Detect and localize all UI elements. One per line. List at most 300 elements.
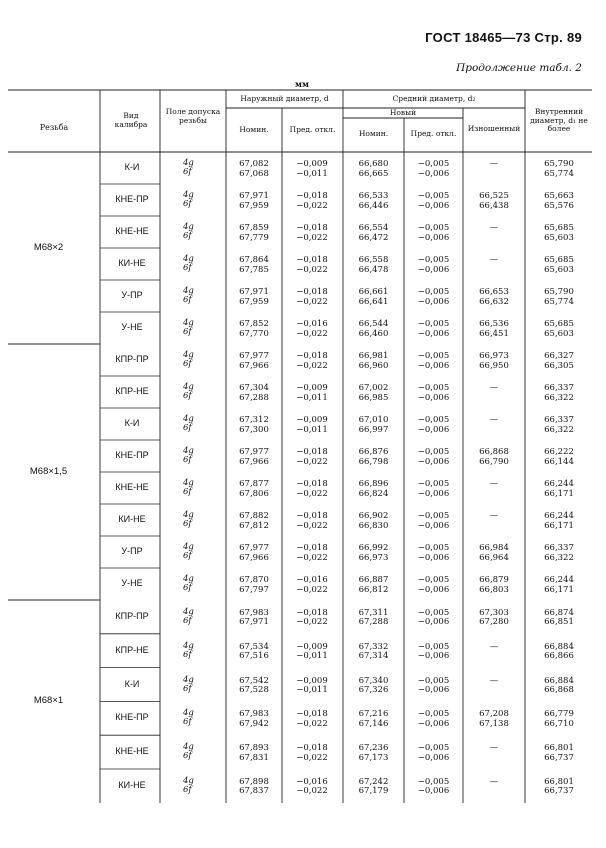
col-outer-header: Наружный диаметр, d	[240, 94, 329, 103]
tolerance-lower: 6f	[183, 583, 192, 593]
cell-dd-0: −0,018	[296, 223, 328, 233]
gauge-label: КПР-ПР	[115, 354, 149, 364]
gauge-label: КИ-НЕ	[118, 514, 146, 524]
cell-d-1: 67,528	[239, 685, 269, 695]
cell-d2d-1: −0,006	[417, 617, 450, 628]
tolerance-lower: 6f	[183, 167, 192, 177]
tolerance-upper: 4g	[183, 222, 194, 232]
cell-d2-0: 67,010	[358, 415, 389, 425]
cell-d2-1: 67,288	[358, 617, 389, 628]
tolerance-lower: 6f	[183, 551, 192, 561]
cell-d-0: 67,893	[239, 743, 269, 754]
cell-d1-0: 66,337	[544, 543, 574, 553]
cell-dd-1: −0,022	[296, 752, 328, 763]
cell-d-1: 67,966	[239, 456, 269, 467]
cell-d2-1: 66,472	[358, 232, 389, 243]
cell-worn-0: 66,973	[479, 351, 509, 361]
tolerance-upper: 4g	[183, 674, 194, 685]
cell-d-1: 67,959	[239, 200, 269, 211]
cell-d2d-0: −0,005	[417, 511, 450, 521]
tolerance-lower: 6f	[183, 231, 192, 241]
tolerance-upper: 4g	[183, 382, 194, 392]
tolerance-lower: 6f	[183, 263, 192, 273]
col-worn-header: Изношенный	[467, 124, 521, 133]
cell-d1-0: 66,244	[544, 479, 574, 489]
cell-d1-1: 66,866	[544, 651, 574, 662]
cell-d2d-1: −0,006	[417, 718, 450, 729]
tolerance-lower: 6f	[183, 649, 192, 660]
cell-dd-1: −0,022	[296, 200, 328, 211]
cell-d2-0: 66,902	[358, 511, 389, 521]
cell-dd-0: −0,018	[296, 709, 328, 720]
gauge-label: КПР-НЕ	[115, 644, 149, 655]
tolerance-upper: 4g	[183, 542, 194, 552]
cell-dd-1: −0,022	[296, 264, 328, 275]
cell-d-1: 67,812	[239, 520, 269, 531]
cell-d1-1: 66,737	[544, 786, 574, 797]
cell-worn-0: —	[489, 159, 499, 169]
cell-d2d-0: −0,005	[417, 159, 450, 169]
cell-d2-1: 67,314	[358, 651, 389, 662]
tolerance-lower: 6f	[183, 615, 192, 626]
cell-d2-0: 66,896	[358, 479, 389, 489]
cell-d1-0: 66,327	[544, 351, 574, 361]
cell-worn-0: 67,208	[479, 709, 509, 720]
cell-d2-0: 66,981	[358, 351, 389, 361]
cell-worn-1: 66,964	[479, 552, 509, 563]
cell-d2d-1: −0,006	[417, 651, 450, 662]
cell-d-0: 67,971	[239, 287, 269, 297]
cell-dd-0: −0,018	[296, 447, 328, 457]
thread-label: M68×1,5	[29, 466, 68, 477]
cell-d2d-1: −0,006	[417, 456, 450, 467]
cell-worn-1: 67,138	[479, 718, 509, 729]
cell-d2d-1: −0,006	[417, 328, 450, 339]
cell-d2d-1: −0,006	[417, 584, 450, 595]
cell-d2d-0: −0,005	[417, 543, 450, 553]
cell-d2d-0: −0,005	[417, 675, 450, 686]
cell-d1-0: 66,222	[544, 447, 574, 457]
cell-d1-1: 66,322	[544, 552, 574, 563]
cell-worn-0: —	[489, 641, 499, 652]
cell-d-0: 67,983	[239, 607, 269, 618]
cell-d1-1: 65,603	[544, 232, 574, 243]
cell-worn-0: 66,653	[479, 287, 509, 297]
cell-dd-0: −0,009	[296, 675, 328, 686]
cell-d1-1: 65,774	[544, 296, 574, 307]
cell-d2-0: 66,558	[358, 255, 389, 265]
tolerance-upper: 4g	[183, 478, 194, 488]
cell-d-1: 67,966	[239, 360, 269, 371]
cell-d2d-0: −0,005	[417, 447, 450, 457]
cell-d2-1: 67,326	[358, 685, 389, 695]
cell-d2-0: 67,242	[358, 776, 389, 787]
cell-worn-0: —	[489, 479, 499, 489]
cell-d2d-1: −0,006	[417, 752, 450, 763]
cell-d1-1: 66,144	[544, 456, 574, 467]
gauge-label: У-ПР	[121, 290, 143, 300]
tolerance-lower: 6f	[183, 199, 192, 209]
cell-d2-1: 66,960	[358, 360, 389, 371]
cell-dd-0: −0,018	[296, 255, 328, 265]
cell-d2-0: 67,340	[358, 675, 389, 686]
cell-d2-0: 67,236	[358, 743, 389, 754]
cell-d-1: 67,971	[239, 617, 269, 628]
cell-d1-1: 65,774	[544, 168, 574, 179]
cell-d2d-1: −0,006	[417, 232, 450, 243]
cell-d1-0: 65,663	[544, 191, 574, 201]
col-outer-dev-header: Пред. откл.	[289, 125, 336, 134]
cell-dd-0: −0,018	[296, 351, 328, 361]
col-gauge-header: Вид калибра	[114, 111, 148, 129]
cell-d1-0: 65,685	[544, 255, 574, 265]
cell-worn-1: 66,790	[479, 456, 509, 467]
gauge-label: КНЕ-НЕ	[115, 482, 149, 492]
tolerance-upper: 4g	[183, 510, 194, 520]
cell-worn-1: 66,803	[479, 584, 509, 595]
cell-d2-1: 66,641	[358, 296, 389, 307]
tolerance-upper: 4g	[183, 190, 194, 200]
tolerance-lower: 6f	[183, 487, 192, 497]
cell-worn-0: —	[489, 255, 499, 265]
cell-worn-0: 67,303	[479, 607, 509, 618]
gauge-label: К-И	[124, 162, 140, 172]
cell-worn-1: 66,451	[479, 328, 509, 339]
cell-d2-1: 66,460	[358, 328, 389, 339]
cell-d2d-0: −0,005	[417, 223, 450, 233]
cell-dd-1: −0,011	[296, 168, 328, 179]
cell-d-0: 67,542	[239, 675, 269, 686]
page-header: ГОСТ 18465—73 Стр. 89	[425, 30, 582, 45]
cell-d2-1: 67,173	[358, 752, 389, 763]
cell-worn-1: 67,280	[479, 617, 509, 628]
tolerance-lower: 6f	[183, 423, 192, 433]
cell-worn-0: —	[489, 383, 499, 393]
cell-d2d-1: −0,006	[417, 520, 450, 531]
cell-d-0: 67,971	[239, 191, 269, 201]
cell-d2-0: 67,311	[358, 607, 389, 618]
col-outer-nom-header: Номин.	[239, 125, 269, 134]
cell-d-1: 67,831	[239, 752, 269, 763]
cell-d2-1: 67,179	[358, 786, 389, 797]
col-new-nom-header: Номин.	[358, 129, 389, 138]
cell-d-0: 67,304	[239, 383, 269, 393]
col-new-header: Новый	[389, 108, 417, 117]
cell-d-0: 67,882	[239, 511, 269, 521]
cell-dd-1: −0,022	[296, 552, 328, 563]
cell-d1-1: 66,171	[544, 584, 574, 595]
cell-d2-1: 66,824	[358, 488, 389, 499]
tolerance-lower: 6f	[183, 784, 192, 795]
cell-dd-1: −0,022	[296, 718, 328, 729]
cell-dd-1: −0,011	[296, 392, 328, 403]
cell-d-0: 67,977	[239, 543, 269, 553]
cell-d-0: 67,864	[239, 255, 269, 265]
cell-d1-1: 66,322	[544, 392, 574, 403]
cell-d-0: 67,534	[239, 641, 269, 652]
cell-d-1: 67,300	[239, 424, 269, 435]
gauge-label: КНЕ-ПР	[115, 712, 149, 723]
gauge-label: У-ПР	[121, 546, 143, 556]
cell-d-0: 67,852	[239, 319, 269, 329]
cell-d-0: 67,082	[239, 159, 269, 169]
cell-dd-1: −0,022	[296, 360, 328, 371]
cell-d2-1: 66,478	[358, 264, 389, 275]
tolerance-upper: 4g	[183, 158, 194, 168]
cell-d1-1: 65,603	[544, 264, 574, 275]
cell-dd-1: −0,022	[296, 786, 328, 797]
cell-d1-0: 66,337	[544, 383, 574, 393]
cell-worn-0: —	[489, 415, 499, 425]
cell-d2d-0: −0,005	[417, 641, 450, 652]
cell-d1-0: 66,801	[544, 776, 574, 787]
cell-worn-1: 66,632	[479, 296, 509, 307]
cell-d1-0: 65,790	[544, 287, 574, 297]
col-tolerance-header: Поле допуска резьбы	[165, 107, 221, 125]
cell-dd-1: −0,011	[296, 685, 328, 695]
cell-d2d-1: −0,006	[417, 360, 450, 371]
cell-d2d-1: −0,006	[417, 424, 450, 435]
gauge-label: КНЕ-ПР	[115, 450, 149, 460]
cell-dd-1: −0,011	[296, 651, 328, 662]
cell-d1-1: 65,603	[544, 328, 574, 339]
cell-d2-1: 67,146	[358, 718, 389, 729]
cell-d1-0: 66,779	[544, 709, 574, 720]
tolerance-upper: 4g	[183, 775, 194, 786]
gauge-label: У-НЕ	[121, 578, 143, 588]
cell-d2-1: 66,830	[358, 520, 389, 531]
cell-dd-0: −0,016	[296, 776, 328, 787]
cell-d1-0: 66,337	[544, 415, 574, 425]
cell-d1-1: 66,851	[544, 617, 574, 628]
cell-d2d-0: −0,005	[417, 191, 450, 201]
cell-d2d-1: −0,006	[417, 786, 450, 797]
cell-d-1: 67,837	[239, 786, 269, 797]
cell-d-1: 67,959	[239, 296, 269, 307]
cell-d2-0: 66,661	[358, 287, 389, 297]
tolerance-lower: 6f	[183, 717, 192, 728]
cell-dd-1: −0,022	[296, 520, 328, 531]
cell-dd-0: −0,009	[296, 641, 328, 652]
cell-d2-1: 66,812	[358, 584, 389, 595]
col-thread-header: Резьба	[39, 123, 69, 132]
tolerance-upper: 4g	[183, 640, 194, 651]
cell-dd-0: −0,018	[296, 543, 328, 553]
cell-d2d-0: −0,005	[417, 255, 450, 265]
col-inner-header: Внутренний диаметр, d₁ не более	[530, 107, 588, 133]
tolerance-upper: 4g	[183, 446, 194, 456]
cell-worn-0: 66,868	[479, 447, 509, 457]
cell-d-0: 67,870	[239, 575, 269, 585]
cell-d-1: 67,785	[239, 264, 269, 275]
cell-dd-0: −0,009	[296, 159, 328, 169]
cell-d2-1: 66,997	[358, 424, 389, 435]
tolerance-upper: 4g	[183, 254, 194, 264]
cell-worn-0: 66,984	[479, 543, 509, 553]
tolerance-lower: 6f	[183, 683, 192, 694]
cell-d2-0: 67,002	[358, 383, 389, 393]
gauge-label: У-НЕ	[121, 322, 143, 332]
cell-d2d-1: −0,006	[417, 392, 450, 403]
cell-dd-0: −0,018	[296, 479, 328, 489]
cell-d2d-1: −0,006	[417, 296, 450, 307]
cell-dd-1: −0,022	[296, 296, 328, 307]
cell-d2-1: 66,665	[358, 168, 389, 179]
cell-d2d-0: −0,005	[417, 287, 450, 297]
gauge-label: К-И	[124, 678, 140, 689]
tolerance-upper: 4g	[183, 414, 194, 424]
cell-d-1: 67,797	[239, 584, 269, 595]
cell-d1-1: 66,171	[544, 488, 574, 499]
cell-d1-1: 66,710	[544, 718, 574, 729]
cell-d1-0: 66,874	[544, 607, 574, 618]
cell-worn-1: 66,950	[479, 360, 509, 371]
cell-d1-1: 66,868	[544, 685, 574, 695]
cell-dd-0: −0,018	[296, 191, 328, 201]
tolerance-upper: 4g	[183, 350, 194, 360]
tolerance-lower: 6f	[183, 751, 192, 762]
cell-d2d-1: −0,006	[417, 200, 450, 211]
cell-d2-1: 66,973	[358, 552, 389, 563]
cell-d-1: 67,288	[239, 392, 269, 403]
cell-d2-0: 66,533	[358, 191, 389, 201]
tolerance-lower: 6f	[183, 391, 192, 401]
cell-d2d-1: −0,006	[417, 264, 450, 275]
cell-d-1: 67,068	[239, 168, 269, 179]
tolerance-lower: 6f	[183, 295, 192, 305]
units-label: мм	[295, 79, 309, 89]
cell-d2-0: 66,554	[358, 223, 389, 233]
cell-d2d-0: −0,005	[417, 319, 450, 329]
cell-d2d-0: −0,005	[417, 383, 450, 393]
cell-dd-1: −0,022	[296, 232, 328, 243]
cell-d2-0: 67,332	[358, 641, 389, 652]
cell-d2d-0: −0,005	[417, 575, 450, 585]
cell-worn-1: 66,438	[479, 200, 509, 211]
cell-dd-1: −0,022	[296, 617, 328, 628]
cell-d-0: 67,983	[239, 709, 269, 720]
cell-worn-0: 66,536	[479, 319, 509, 329]
cell-d1-1: 66,322	[544, 424, 574, 435]
gauge-label: КПР-НЕ	[115, 386, 149, 396]
gauge-label: КИ-НЕ	[118, 258, 146, 268]
cell-d2-0: 66,544	[358, 319, 389, 329]
cell-d-1: 67,779	[239, 232, 269, 243]
cell-d-0: 67,312	[239, 415, 269, 425]
cell-dd-0: −0,018	[296, 287, 328, 297]
cell-d2-1: 66,985	[358, 392, 389, 403]
cell-d1-0: 66,884	[544, 675, 574, 686]
col-new-dev-header: Пред. откл.	[410, 129, 457, 138]
cell-d2d-0: −0,005	[417, 709, 450, 720]
cell-d1-0: 66,884	[544, 641, 574, 652]
cell-d-1: 67,966	[239, 552, 269, 563]
cell-d2-0: 67,216	[358, 709, 389, 720]
cell-d1-0: 65,685	[544, 319, 574, 329]
cell-d-1: 67,806	[239, 488, 269, 499]
cell-d2d-0: −0,005	[417, 743, 450, 754]
tolerance-lower: 6f	[183, 327, 192, 337]
cell-d1-0: 65,790	[544, 159, 574, 169]
thread-label: M68×1	[33, 695, 64, 707]
tolerance-upper: 4g	[183, 574, 194, 584]
gauge-label: К-И	[124, 418, 140, 428]
cell-d-0: 67,898	[239, 776, 269, 787]
cell-d2-0: 66,992	[358, 543, 389, 553]
tolerance-lower: 6f	[183, 455, 192, 465]
tolerance-upper: 4g	[183, 286, 194, 296]
cell-d-1: 67,770	[239, 328, 269, 339]
tolerance-upper: 4g	[183, 606, 194, 617]
cell-worn-0: 66,525	[479, 191, 509, 201]
cell-d2d-1: −0,006	[417, 552, 450, 563]
cell-dd-1: −0,022	[296, 456, 328, 467]
cell-worn-0: —	[489, 743, 499, 754]
cell-d2d-1: −0,006	[417, 488, 450, 499]
cell-d1-0: 65,685	[544, 223, 574, 233]
cell-worn-0: —	[489, 776, 499, 787]
cell-d2-1: 66,798	[358, 456, 389, 467]
cell-dd-0: −0,016	[296, 575, 328, 585]
cell-d-0: 67,859	[239, 223, 269, 233]
cell-d-0: 67,877	[239, 479, 269, 489]
tolerance-lower: 6f	[183, 359, 192, 369]
cell-d2d-0: −0,005	[417, 607, 450, 618]
thread-label: M68×2	[33, 242, 64, 253]
tolerance-lower: 6f	[183, 519, 192, 529]
gauge-label: КНЕ-ПР	[115, 194, 149, 204]
cell-d-0: 67,977	[239, 351, 269, 361]
cell-d1-0: 66,244	[544, 575, 574, 585]
tolerance-upper: 4g	[183, 318, 194, 328]
cell-worn-0: —	[489, 511, 499, 521]
cell-d2d-0: −0,005	[417, 479, 450, 489]
cell-worn-0: —	[489, 223, 499, 233]
cell-worn-0: —	[489, 675, 499, 686]
cell-worn-0: 66,879	[479, 575, 509, 585]
cell-d2-0: 66,887	[358, 575, 389, 585]
cell-d-0: 67,977	[239, 447, 269, 457]
cell-dd-0: −0,018	[296, 511, 328, 521]
col-pitch-header: Средний диаметр, d₂	[392, 94, 476, 103]
cell-dd-1: −0,022	[296, 328, 328, 339]
cell-dd-1: −0,011	[296, 424, 328, 435]
cell-d2d-0: −0,005	[417, 415, 450, 425]
cell-d-1: 67,516	[239, 651, 269, 662]
cell-d2-0: 66,680	[358, 159, 389, 169]
cell-dd-0: −0,009	[296, 383, 328, 393]
cell-d2d-0: −0,005	[417, 351, 450, 361]
cell-dd-0: −0,018	[296, 607, 328, 618]
cell-d2d-1: −0,006	[417, 168, 450, 179]
cell-d2-0: 66,876	[358, 447, 389, 457]
gauge-label: КИ-НЕ	[118, 779, 146, 790]
cell-dd-1: −0,022	[296, 584, 328, 595]
continuation-note: Продолжение табл. 2	[456, 62, 582, 74]
cell-d1-0: 66,244	[544, 511, 574, 521]
cell-d1-0: 66,801	[544, 743, 574, 754]
gauge-label: КНЕ-НЕ	[115, 226, 149, 236]
cell-dd-0: −0,016	[296, 319, 328, 329]
cell-dd-0: −0,009	[296, 415, 328, 425]
gauge-label: КПР-ПР	[115, 610, 149, 621]
cell-d1-1: 66,171	[544, 520, 574, 531]
tolerance-upper: 4g	[183, 742, 194, 753]
cell-d2d-1: −0,006	[417, 685, 450, 695]
tolerance-upper: 4g	[183, 708, 194, 719]
cell-dd-0: −0,018	[296, 743, 328, 754]
cell-d1-1: 66,737	[544, 752, 574, 763]
